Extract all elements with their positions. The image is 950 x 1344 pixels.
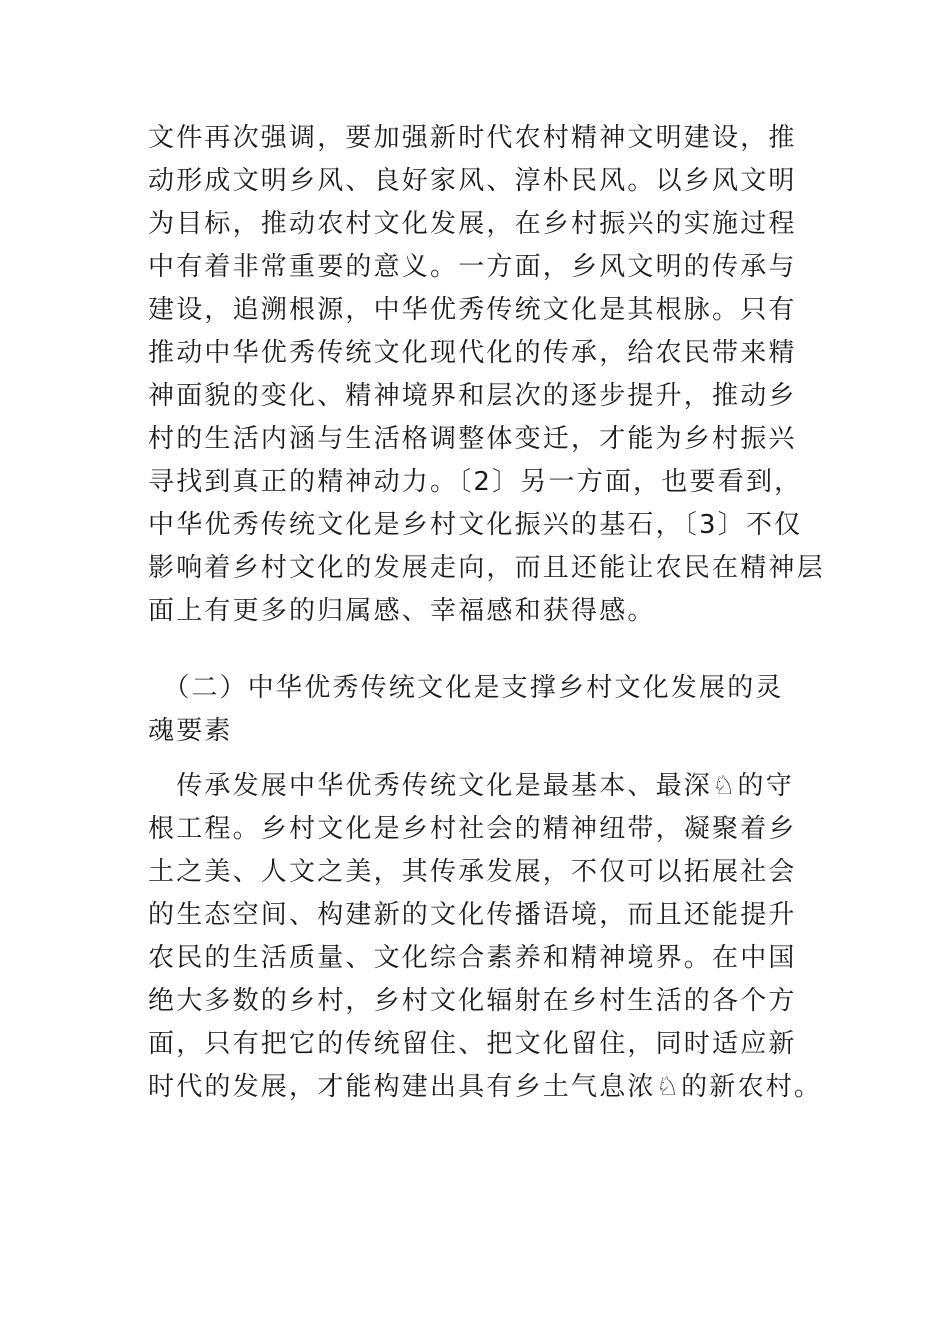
text-line: 传承发展中华优秀传统文化是最基本、最深♘的守: [148, 771, 794, 801]
heading-line: （二）中华优秀传统文化是支撑乡村文化发展的灵: [148, 673, 784, 703]
text-line: 寻找到真正的精神动力。〔2〕另一方面，也要看到，: [148, 467, 803, 497]
section-heading: [148, 667, 808, 753]
text-line: 中华优秀传统文化是乡村文化振兴的基石，〔3〕不仅: [148, 510, 803, 540]
text-line: 土之美、人文之美，其传承发展，不仅可以拓展社会: [148, 857, 797, 887]
paragraph-rural-civilization: [148, 117, 825, 633]
text-line: 动形成文明乡风、良好家风、淳朴民风。以乡风文明: [148, 166, 797, 196]
text-line: 面，只有把它的传统留住、把文化留住，同时适应新: [148, 1029, 797, 1059]
heading-line: 魂要素: [148, 716, 233, 746]
text-line: 影响着乡村文化的发展走向，而且还能让农民在精神层: [148, 553, 825, 583]
text-line: 中有着非常重要的意义。一方面，乡风文明的传承与: [148, 252, 797, 282]
text-line: 建设，追溯根源，中华优秀传统文化是其根脉。只有: [148, 295, 797, 325]
paragraph-root-project: [148, 765, 823, 1109]
text-line: 根工程。乡村文化是乡村社会的精神纽带，凝聚着乡: [148, 814, 797, 844]
text-line: 绝大多数的乡村，乡村文化辐射在乡村生活的各个方: [148, 986, 797, 1016]
text-line: 神面貌的变化、精神境界和层次的逐步提升，推动乡: [148, 381, 797, 411]
text-line: 为目标，推动农村文化发展，在乡村振兴的实施过程: [148, 209, 797, 239]
text-line: 面上有更多的归属感、幸福感和获得感。: [148, 596, 656, 626]
text-line: 村的生活内涵与生活格调整体变迁，才能为乡村振兴: [148, 424, 797, 454]
text-line: 时代的发展，才能构建出具有乡土气息浓♘的新农村。: [148, 1072, 823, 1102]
text-line: 农民的生活质量、文化综合素养和精神境界。在中国: [148, 943, 797, 973]
text-line: 推动中华优秀传统文化现代化的传承，给农民带来精: [148, 338, 797, 368]
text-line: 的生态空间、构建新的文化传播语境，而且还能提升: [148, 900, 797, 930]
text-line: 文件再次强调，要加强新时代农村精神文明建设，推: [148, 123, 797, 153]
